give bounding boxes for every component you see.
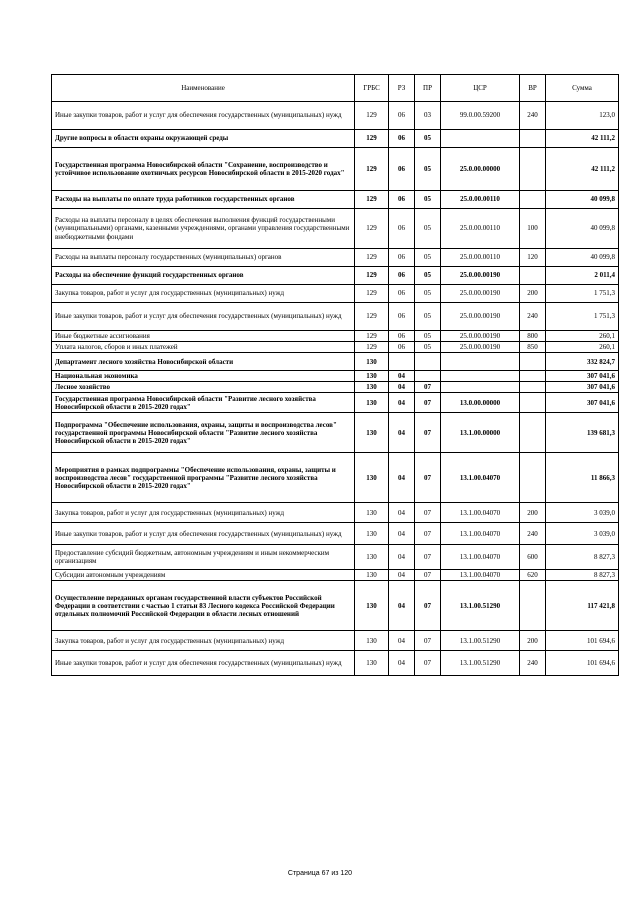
cell-rz: [389, 353, 415, 371]
cell-rz: 04: [389, 545, 415, 570]
cell-name: Закупка товаров, работ и услуг для государственных (муниципальных) нужд: [52, 503, 355, 523]
cell-rz: 06: [389, 331, 415, 342]
cell-csr: 25.0.00.00190: [441, 303, 520, 331]
cell-rz: 04: [389, 413, 415, 453]
cell-rz: 06: [389, 102, 415, 130]
budget-table: [51, 74, 619, 676]
cell-rz: 04: [389, 651, 415, 676]
table-row: [52, 631, 619, 651]
cell-csr: 13.1.00.51290: [441, 651, 520, 676]
cell-csr: 13.1.00.04070: [441, 503, 520, 523]
cell-rz: 04: [389, 581, 415, 631]
cell-pr: 07: [415, 382, 441, 393]
cell-pr: 05: [415, 342, 441, 353]
table-row: [52, 651, 619, 676]
table-row: [52, 413, 619, 453]
cell-vr: 100: [520, 209, 546, 249]
cell-pr: 05: [415, 209, 441, 249]
cell-name: Субсидии автономным учреждениям: [52, 570, 355, 581]
cell-pr: 05: [415, 148, 441, 191]
cell-pr: 07: [415, 570, 441, 581]
cell-sum: 307 041,6: [546, 393, 619, 413]
header-csr: ЦСР: [441, 75, 520, 102]
cell-sum: 40 099,8: [546, 249, 619, 267]
cell-name: Лесное хозяйство: [52, 382, 355, 393]
cell-sum: 42 111,2: [546, 148, 619, 191]
cell-sum: 40 099,8: [546, 191, 619, 209]
cell-csr: 25.0.00.00110: [441, 191, 520, 209]
cell-grbs: 129: [355, 130, 389, 148]
cell-name: Расходы на выплаты по оплате труда работников государственных органов: [52, 191, 355, 209]
cell-name: Расходы на выплаты персоналу в целях обеспечения выполнения функций государственными (муниципальными) органами, казенными учреждениями, органами управления государственными внебюджетными фондами: [52, 209, 355, 249]
cell-vr: 200: [520, 631, 546, 651]
cell-grbs: 129: [355, 191, 389, 209]
cell-rz: 04: [389, 570, 415, 581]
cell-grbs: 129: [355, 342, 389, 353]
cell-grbs: 130: [355, 523, 389, 545]
cell-sum: 3 039,0: [546, 523, 619, 545]
cell-pr: 07: [415, 413, 441, 453]
cell-rz: 04: [389, 523, 415, 545]
cell-grbs: 130: [355, 570, 389, 581]
cell-grbs: 130: [355, 545, 389, 570]
cell-sum: 42 111,2: [546, 130, 619, 148]
cell-name: Расходы на обеспечение функций государственных органов: [52, 267, 355, 285]
cell-sum: 8 827,3: [546, 570, 619, 581]
cell-name: Предоставление субсидий бюджетным, автономным учреждениям и иным некоммерческим организациям: [52, 545, 355, 570]
cell-name: Иные закупки товаров, работ и услуг для обеспечения государственных (муниципальных) нужд: [52, 523, 355, 545]
cell-sum: 8 827,3: [546, 545, 619, 570]
cell-vr: 240: [520, 651, 546, 676]
cell-sum: 307 041,6: [546, 371, 619, 382]
cell-pr: 07: [415, 393, 441, 413]
cell-name: Закупка товаров, работ и услуг для государственных (муниципальных) нужд: [52, 285, 355, 303]
table-row: [52, 581, 619, 631]
header-vr: ВР: [520, 75, 546, 102]
cell-pr: 05: [415, 331, 441, 342]
cell-vr: [520, 413, 546, 453]
cell-vr: [520, 191, 546, 209]
cell-pr: 07: [415, 523, 441, 545]
cell-pr: 07: [415, 503, 441, 523]
table-row: [52, 191, 619, 209]
cell-vr: [520, 581, 546, 631]
cell-vr: [520, 130, 546, 148]
cell-vr: 240: [520, 523, 546, 545]
cell-csr: 25.0.00.00110: [441, 209, 520, 249]
cell-vr: 200: [520, 503, 546, 523]
cell-rz: 06: [389, 303, 415, 331]
cell-rz: 04: [389, 382, 415, 393]
cell-vr: 620: [520, 570, 546, 581]
cell-vr: [520, 148, 546, 191]
cell-name: Департамент лесного хозяйства Новосибирской области: [52, 353, 355, 371]
table-row: [52, 249, 619, 267]
cell-rz: 06: [389, 130, 415, 148]
cell-grbs: 130: [355, 631, 389, 651]
cell-vr: [520, 371, 546, 382]
cell-csr: [441, 130, 520, 148]
cell-sum: 260,1: [546, 331, 619, 342]
cell-pr: 07: [415, 545, 441, 570]
cell-pr: 03: [415, 102, 441, 130]
cell-grbs: 129: [355, 303, 389, 331]
table-row: [52, 545, 619, 570]
cell-csr: [441, 382, 520, 393]
cell-sum: 260,1: [546, 342, 619, 353]
cell-sum: 139 681,3: [546, 413, 619, 453]
cell-vr: [520, 393, 546, 413]
cell-grbs: 129: [355, 285, 389, 303]
cell-sum: 1 751,3: [546, 303, 619, 331]
table-row: [52, 285, 619, 303]
cell-csr: 99.0.00.59200: [441, 102, 520, 130]
cell-pr: 07: [415, 581, 441, 631]
table-row: [52, 342, 619, 353]
cell-grbs: 130: [355, 581, 389, 631]
cell-name: Подпрограмма "Обеспечение использования, охраны, защиты и воспроизводства лесов" государственной программы Новосибирской области "Развитие лесного хозяйства Новосибирской области в 2015-2020 годах": [52, 413, 355, 453]
cell-rz: 06: [389, 148, 415, 191]
cell-sum: 101 694,6: [546, 631, 619, 651]
header-sum: Сумма: [546, 75, 619, 102]
table-header-row: [52, 75, 619, 102]
cell-pr: 05: [415, 285, 441, 303]
cell-sum: 40 099,8: [546, 209, 619, 249]
cell-grbs: 129: [355, 148, 389, 191]
cell-rz: 06: [389, 209, 415, 249]
cell-rz: 06: [389, 342, 415, 353]
table-row: [52, 382, 619, 393]
cell-pr: 05: [415, 130, 441, 148]
cell-csr: 13.0.00.00000: [441, 393, 520, 413]
cell-rz: 04: [389, 393, 415, 413]
cell-name: Мероприятия в рамках подпрограммы "Обеспечение использования, охраны, защиты и воспроизводства лесов" государственной программы "Развитие лесного хозяйства Новосибирской области в 2015-2020 годах": [52, 453, 355, 503]
cell-rz: 06: [389, 249, 415, 267]
cell-csr: 13.1.00.00000: [441, 413, 520, 453]
cell-name: Осуществление переданных органам государственной власти субъектов Российской Федерации в соответствии с частью 1 статьи 83 Лесного кодекса Российской Федерации отдельных полномочий Российской Федерации в области лесных отношений: [52, 581, 355, 631]
cell-name: Закупка товаров, работ и услуг для государственных (муниципальных) нужд: [52, 631, 355, 651]
cell-vr: [520, 267, 546, 285]
cell-sum: 307 041,6: [546, 382, 619, 393]
cell-pr: 05: [415, 267, 441, 285]
table-row: [52, 393, 619, 413]
table-row: [52, 453, 619, 503]
cell-csr: 25.0.00.00190: [441, 267, 520, 285]
cell-sum: 11 866,3: [546, 453, 619, 503]
cell-csr: 25.0.00.00000: [441, 148, 520, 191]
cell-grbs: 130: [355, 371, 389, 382]
cell-rz: 04: [389, 453, 415, 503]
cell-csr: 13.1.00.04070: [441, 523, 520, 545]
cell-name: Национальная экономика: [52, 371, 355, 382]
table-row: [52, 503, 619, 523]
cell-vr: [520, 353, 546, 371]
cell-rz: 06: [389, 191, 415, 209]
cell-pr: 05: [415, 191, 441, 209]
header-grbs: ГРБС: [355, 75, 389, 102]
header-name: Наименование: [52, 75, 355, 102]
cell-grbs: 130: [355, 382, 389, 393]
cell-csr: 13.1.00.04070: [441, 570, 520, 581]
cell-sum: 2 011,4: [546, 267, 619, 285]
cell-csr: 25.0.00.00110: [441, 249, 520, 267]
cell-csr: [441, 353, 520, 371]
cell-grbs: 130: [355, 353, 389, 371]
table-row: [52, 130, 619, 148]
cell-name: Государственная программа Новосибирской области "Сохранение, воспроизводство и устойчивое использование охотничьих ресурсов Новосибирской области в 2015-2020 годах": [52, 148, 355, 191]
cell-grbs: 129: [355, 209, 389, 249]
cell-csr: 25.0.00.00190: [441, 331, 520, 342]
cell-vr: 600: [520, 545, 546, 570]
cell-grbs: 130: [355, 453, 389, 503]
cell-csr: 13.1.00.51290: [441, 631, 520, 651]
cell-pr: 05: [415, 249, 441, 267]
cell-rz: 04: [389, 631, 415, 651]
cell-grbs: 129: [355, 102, 389, 130]
cell-name: Другие вопросы в области охраны окружающей среды: [52, 130, 355, 148]
cell-pr: 07: [415, 453, 441, 503]
cell-pr: 05: [415, 303, 441, 331]
header-rz: РЗ: [389, 75, 415, 102]
cell-pr: [415, 371, 441, 382]
header-pr: ПР: [415, 75, 441, 102]
cell-pr: [415, 353, 441, 371]
cell-pr: 07: [415, 651, 441, 676]
cell-rz: 04: [389, 503, 415, 523]
cell-csr: 25.0.00.00190: [441, 342, 520, 353]
cell-name: Иные закупки товаров, работ и услуг для обеспечения государственных (муниципальных) нужд: [52, 102, 355, 130]
table-body: [52, 102, 619, 676]
cell-grbs: 130: [355, 651, 389, 676]
cell-name: Государственная программа Новосибирской области "Развитие лесного хозяйства Новосибирской области в 2015-2020 годах": [52, 393, 355, 413]
table-row: [52, 209, 619, 249]
cell-grbs: 130: [355, 413, 389, 453]
cell-sum: 123,0: [546, 102, 619, 130]
cell-vr: 240: [520, 303, 546, 331]
table-row: [52, 102, 619, 130]
table-row: [52, 353, 619, 371]
cell-vr: 850: [520, 342, 546, 353]
cell-name: Иные бюджетные ассигнования: [52, 331, 355, 342]
cell-sum: 332 824,7: [546, 353, 619, 371]
table-row: [52, 331, 619, 342]
cell-name: Иные закупки товаров, работ и услуг для обеспечения государственных (муниципальных) нужд: [52, 651, 355, 676]
cell-rz: 06: [389, 267, 415, 285]
cell-sum: 101 694,6: [546, 651, 619, 676]
cell-name: Иные закупки товаров, работ и услуг для обеспечения государственных (муниципальных) нужд: [52, 303, 355, 331]
cell-csr: 25.0.00.00190: [441, 285, 520, 303]
cell-vr: 240: [520, 102, 546, 130]
page-number: Страница 67 из 120: [287, 870, 353, 877]
cell-csr: 13.1.00.04070: [441, 453, 520, 503]
cell-csr: [441, 371, 520, 382]
cell-vr: 800: [520, 331, 546, 342]
cell-vr: [520, 382, 546, 393]
table-row: [52, 303, 619, 331]
cell-grbs: 129: [355, 249, 389, 267]
cell-vr: [520, 453, 546, 503]
table-row: [52, 523, 619, 545]
cell-sum: 3 039,0: [546, 503, 619, 523]
table-row: [52, 148, 619, 191]
cell-sum: 117 421,8: [546, 581, 619, 631]
cell-vr: 200: [520, 285, 546, 303]
cell-rz: 04: [389, 371, 415, 382]
cell-name: Расходы на выплаты персоналу государственных (муниципальных) органов: [52, 249, 355, 267]
cell-grbs: 129: [355, 267, 389, 285]
table-row: [52, 570, 619, 581]
cell-name: Уплата налогов, сборов и иных платежей: [52, 342, 355, 353]
cell-csr: 13.1.00.04070: [441, 545, 520, 570]
cell-grbs: 130: [355, 503, 389, 523]
cell-sum: 1 751,3: [546, 285, 619, 303]
cell-csr: 13.1.00.51290: [441, 581, 520, 631]
cell-pr: 07: [415, 631, 441, 651]
cell-grbs: 130: [355, 393, 389, 413]
table-row: [52, 267, 619, 285]
cell-grbs: 129: [355, 331, 389, 342]
cell-vr: 120: [520, 249, 546, 267]
cell-rz: 06: [389, 285, 415, 303]
table-row: [52, 371, 619, 382]
